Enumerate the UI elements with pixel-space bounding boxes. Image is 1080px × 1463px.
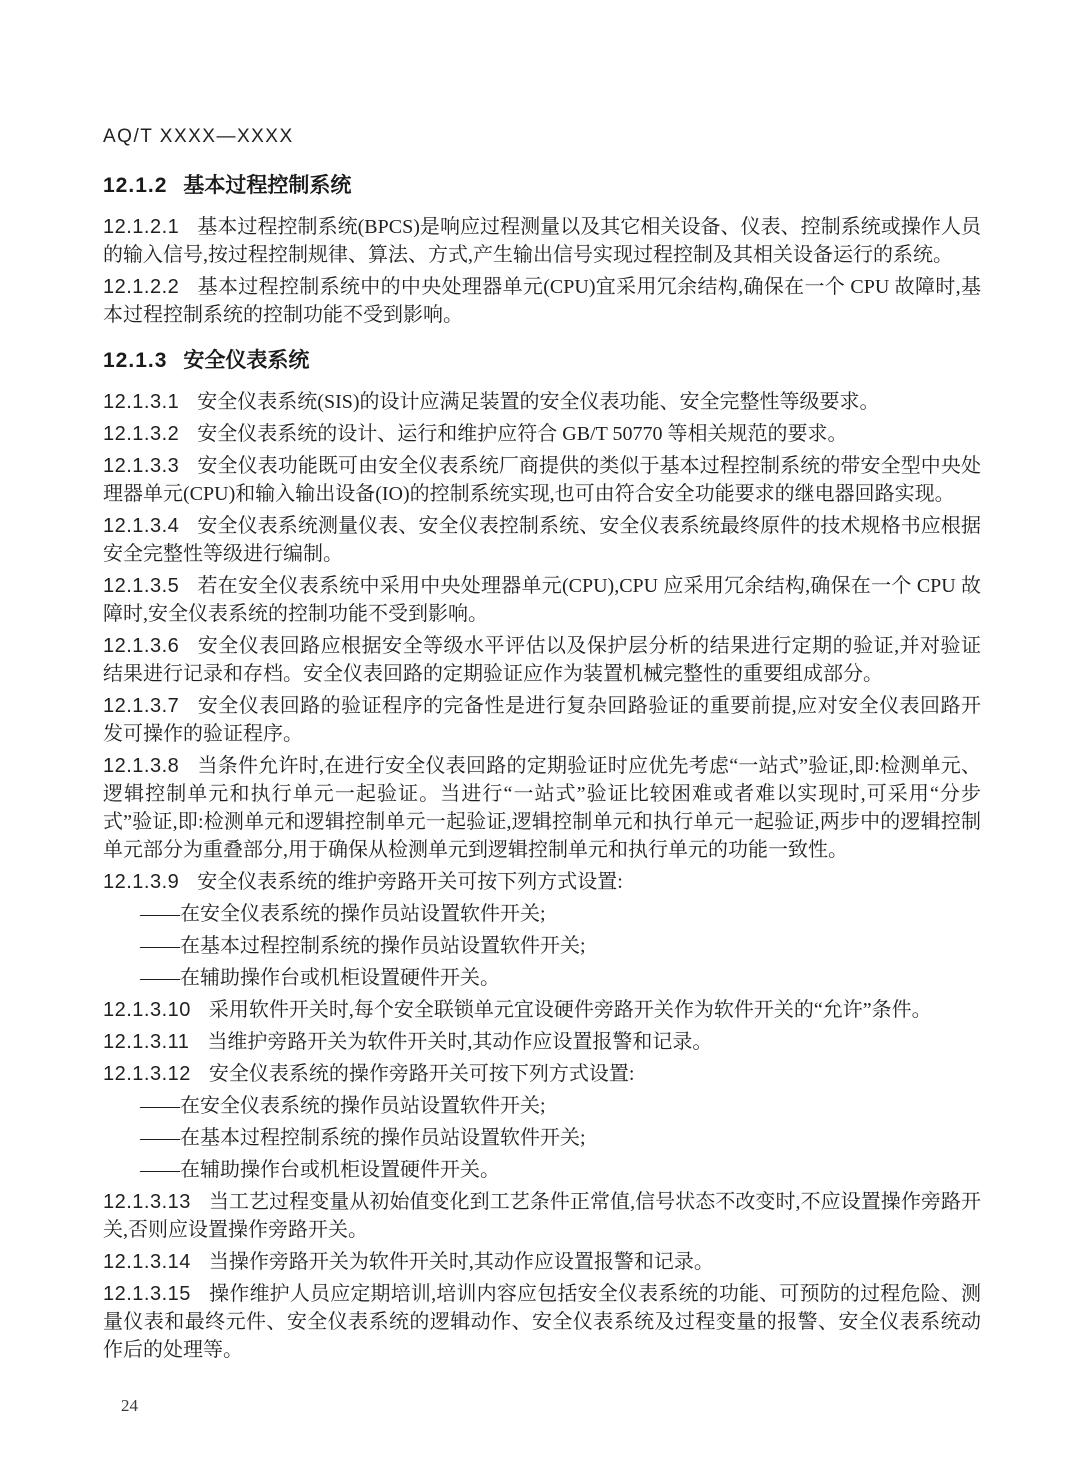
- clause: [103, 1060, 981, 1088]
- clause-text: 安全仪表功能既可由安全仪表系统厂商提供的类似于基本过程控制系统的带安全型中央处理器单元(CPU)和输入输出设备(IO)的控制系统实现,也可由符合安全功能要求的继电器回路实现。: [103, 455, 981, 505]
- clause-number: 12.1.3.1: [103, 391, 180, 413]
- clause-number: 12.1.3.7: [103, 695, 180, 717]
- clause-text: 基本过程控制系统(BPCS)是响应过程测量以及其它相关设备、仪表、控制系统或操作人员的输入信号,按过程控制规律、算法、方式,产生输出信号实现过程控制及其相关设备运行的系统。: [103, 216, 981, 266]
- section-heading-12-1-2: [103, 172, 981, 199]
- clause-text: 安全仪表回路应根据安全等级水平评估以及保护层分析的结果进行定期的验证,并对验证结果进行记录和存档。安全仪表回路的定期验证应作为装置机械完整性的重要组成部分。: [103, 635, 981, 685]
- clause: [103, 1188, 981, 1244]
- clause: [103, 452, 981, 508]
- clause-text: 安全仪表系统的操作旁路开关可按下列方式设置:: [208, 1063, 635, 1085]
- clause: [103, 512, 981, 568]
- clause: [103, 420, 981, 448]
- clause-text: 当条件允许时,在进行安全仪表回路的定期验证时应优先考虑“一站式”验证,即:检测单元、逻辑控制单元和执行单元一起验证。当进行“一站式”验证比较困难或者难以实现时,可采用“分步式”验证,即:检测单元和逻辑控制单元一起验证,逻辑控制单元和执行单元一起验证,两步中的逻辑控制单元部分为重叠部分,用于确保从检测单元到逻辑控制单元和执行单元的功能一致性。: [103, 755, 981, 861]
- clause-text: 安全仪表系统(SIS)的设计应满足装置的安全仪表功能、安全完整性等级要求。: [197, 391, 880, 413]
- clause-number: 12.1.3.5: [103, 575, 180, 597]
- dash-list-item: ——在基本过程控制系统的操作员站设置软件开关;: [140, 935, 586, 957]
- clause-number: 12.1.2.2: [103, 276, 180, 298]
- clause-text: 安全仪表系统的设计、运行和维护应符合 GB/T 50770 等相关规范的要求。: [197, 423, 848, 445]
- clause-number: 12.1.3.4: [103, 515, 180, 537]
- dash-list-item: ——在辅助操作台或机柜设置硬件开关。: [140, 967, 500, 989]
- clause: [103, 388, 981, 416]
- clause-number: 12.1.3.9: [103, 871, 180, 893]
- section-title: 基本过程控制系统: [183, 174, 352, 197]
- section-title: 安全仪表系统: [183, 349, 310, 372]
- clause-number: 12.1.3.8: [103, 755, 180, 777]
- clause-number: 12.1.3.13: [103, 1191, 191, 1213]
- dash-list-item: ——在辅助操作台或机柜设置硬件开关。: [140, 1159, 500, 1181]
- clause-text: 当操作旁路开关为软件开关时,其动作应设置报警和记录。: [208, 1251, 714, 1273]
- section-heading-12-1-3: [103, 347, 981, 374]
- dash-list-item: ——在安全仪表系统的操作员站设置软件开关;: [140, 903, 546, 925]
- clause-number: 12.1.3.2: [103, 423, 180, 445]
- clause-text: 当维护旁路开关为软件开关时,其动作应设置报警和记录。: [207, 1031, 713, 1053]
- clause-number: 12.1.3.10: [103, 999, 191, 1021]
- clause-text: 若在安全仪表系统中采用中央处理器单元(CPU),CPU 应采用冗余结构,确保在一个 CPU 故障时,安全仪表系统的控制功能不受到影响。: [103, 575, 981, 625]
- clause: [103, 273, 981, 329]
- clause-number: 12.1.3.12: [103, 1063, 191, 1085]
- clause: [103, 996, 981, 1024]
- document-header: AQ/T XXXX—XXXX: [103, 126, 294, 147]
- clause: [103, 692, 981, 748]
- clause-number: 12.1.3.14: [103, 1251, 191, 1273]
- clause-text: 当工艺过程变量从初始值变化到工艺条件正常值,信号状态不改变时,不应设置操作旁路开关,否则应设置操作旁路开关。: [103, 1191, 981, 1241]
- clause-text: 安全仪表系统测量仪表、安全仪表控制系统、安全仪表系统最终原件的技术规格书应根据安全完整性等级进行编制。: [103, 515, 981, 565]
- clause: [103, 632, 981, 688]
- clause-text: 采用软件开关时,每个安全联锁单元宜设硬件旁路开关作为软件开关的“允许”条件。: [208, 999, 932, 1021]
- clause: [103, 1280, 981, 1364]
- clause-number: 12.1.2.1: [103, 216, 180, 238]
- clause-text: 操作维护人员应定期培训,培训内容应包括安全仪表系统的功能、可预防的过程危险、测量仪表和最终元件、安全仪表系统的逻辑动作、安全仪表系统及过程变量的报警、安全仪表系统动作后的处理等。: [103, 1283, 981, 1361]
- clause: [103, 868, 981, 896]
- page-number: 24: [121, 1396, 138, 1415]
- clause: [103, 572, 981, 628]
- clause: [103, 1248, 981, 1276]
- clause-text: 基本过程控制系统中的中央处理器单元(CPU)宜采用冗余结构,确保在一个 CPU 故障时,基本过程控制系统的控制功能不受到影响。: [103, 276, 981, 326]
- clause: [103, 752, 981, 864]
- clause: [103, 1028, 981, 1056]
- dash-list-item: ——在基本过程控制系统的操作员站设置软件开关;: [140, 1127, 586, 1149]
- dash-list-item: ——在安全仪表系统的操作员站设置软件开关;: [140, 1095, 546, 1117]
- clause-number: 12.1.3.11: [103, 1031, 190, 1053]
- clause: [103, 213, 981, 269]
- clause-text: 安全仪表系统的维护旁路开关可按下列方式设置:: [197, 871, 623, 893]
- clause-text: 安全仪表回路的验证程序的完备性是进行复杂回路验证的重要前提,应对安全仪表回路开发可操作的验证程序。: [103, 695, 981, 745]
- clause-number: 12.1.3.3: [103, 455, 180, 477]
- section-number: 12.1.2: [103, 174, 168, 197]
- section-number: 12.1.3: [103, 349, 168, 372]
- clause-number: 12.1.3.6: [103, 635, 180, 657]
- clause-number: 12.1.3.15: [103, 1283, 191, 1305]
